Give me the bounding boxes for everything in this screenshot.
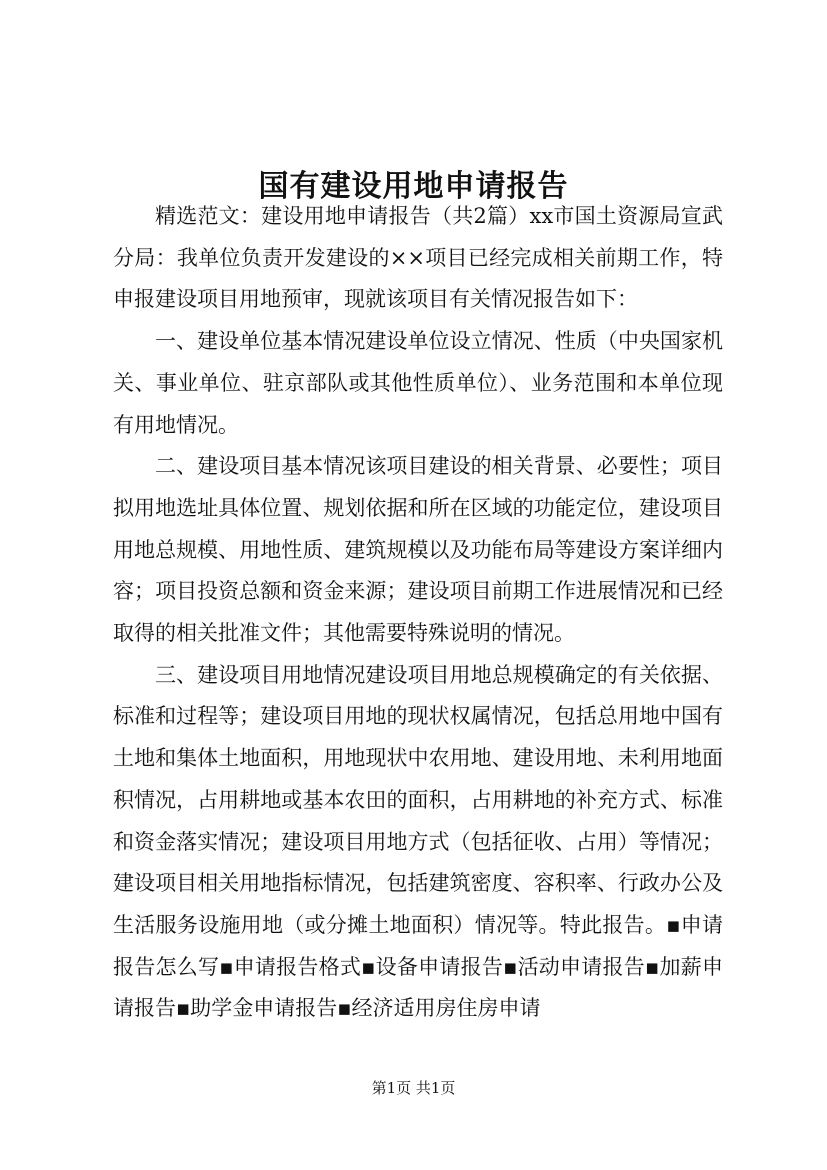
document-body: [113, 196, 723, 1030]
paragraph-intro: 精选范文：建设用地申请报告（共2篇）xx市国土资源局宣武分局：我单位负责开发建设的××项目已经完成相关前期工作，特申报建设项目用地预审，现就该项目有关情况报告如下：: [113, 204, 723, 312]
paragraph-section-2: 二、建设项目基本情况该项目建设的相关背景、必要性；项目拟用地选址具体位置、规划依据和所在区域的功能定位，建设项目用地总规模、用地性质、建筑规模以及功能布局等建设方案详细内容；项目投资总额和资金来源；建设项目前期工作进展情况和已经取得的相关批准文件；其他需要特殊说明的情况。: [113, 454, 723, 646]
document-title: 国有建设用地申请报告: [258, 169, 569, 205]
page-number-footer: 第1页 共1页: [371, 1079, 456, 1097]
paragraph-section-3: 三、建设项目用地情况建设项目用地总规模确定的有关依据、标准和过程等；建设项目用地的现状权属情况，包括总用地中国有土地和集体土地面积，用地现状中农用地、建设用地、未利用地面积情况，占用耕地或基本农田的面积，占用耕地的补充方式、标准和资金落实情况；建设项目用地方式（包括征收、占用）等情况；建设项目相关用地指标情况，包括建筑密度、容积率、行政办公及生活服务设施用地（或分摊土地面积）情况等。特此报告。▪申请报告怎么写▪申请报告格式▪设备申请报告▪活动申请报告▪加薪申请报告▪助学金申请报告▪经济适用房住房申请: [113, 662, 723, 1021]
paragraph-section-1: 一、建设单位基本情况建设单位设立情况、性质（中央国家机关、事业单位、驻京部队或其他性质单位）、业务范围和本单位现有用地情况。: [113, 329, 723, 437]
